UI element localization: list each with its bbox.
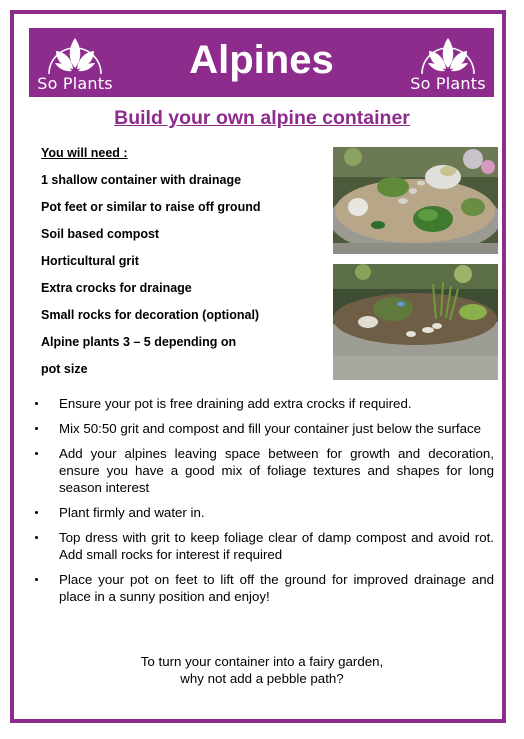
list-item <box>35 571 494 605</box>
closing-note <box>0 653 524 687</box>
list-item <box>35 420 494 437</box>
materials-item: 1 shallow container with drainage <box>41 173 242 187</box>
so-plants-logo-right <box>405 30 491 94</box>
page-subtitle: Build your own alpine container <box>114 107 410 129</box>
materials-item: pot size <box>41 362 88 376</box>
bullet-icon <box>35 511 38 514</box>
step-text: Ensure your pot is free draining add extra crocks if required. <box>59 396 412 411</box>
logo-text: So Plants <box>37 74 113 93</box>
materials-item: Alpine plants 3 – 5 depending on <box>41 335 237 349</box>
materials-heading: You will need : <box>41 146 128 160</box>
step-text: Mix 50:50 grit and compost and fill your container just below the surface <box>59 421 482 436</box>
list-item <box>35 529 494 563</box>
materials-item: Extra crocks for drainage <box>41 281 192 295</box>
list-item <box>35 395 494 412</box>
step-text: Top dress with grit to keep foliage clear of damp compost and avoid rot. Add small rocks for interest if required <box>59 530 494 562</box>
bullet-icon <box>35 578 38 581</box>
step-text: Place your pot on feet to lift off the ground for improved drainage and place in a sunny position and enjoy! <box>59 572 494 604</box>
step-text: Plant firmly and water in. <box>59 505 205 520</box>
materials-item: Soil based compost <box>41 227 160 241</box>
bullet-icon <box>35 452 38 455</box>
alpine-container-photo-2 <box>333 264 498 380</box>
page-title: Alpines <box>189 38 334 82</box>
bullet-icon <box>35 427 38 430</box>
step-text: Add your alpines leaving space between for growth and decoration, ensure you have a good mix of foliage textures and shapes for long season interest <box>59 446 494 495</box>
header-banner <box>29 28 494 97</box>
materials-list <box>41 140 331 383</box>
materials-item: Pot feet or similar to raise off ground <box>41 200 261 214</box>
list-item <box>35 504 494 521</box>
list-item <box>35 445 494 496</box>
bullet-icon <box>35 536 38 539</box>
leaf-logo-icon <box>418 32 478 76</box>
materials-item: Horticultural grit <box>41 254 139 268</box>
closing-line: To turn your container into a fairy garden, <box>140 654 384 669</box>
closing-line: why not add a pebble path? <box>180 671 344 686</box>
bullet-icon <box>35 402 38 405</box>
alpine-container-photo-1 <box>333 147 498 254</box>
logo-text: So Plants <box>410 74 486 93</box>
instructions-list <box>35 395 494 613</box>
materials-item: Small rocks for decoration (optional) <box>41 308 260 322</box>
